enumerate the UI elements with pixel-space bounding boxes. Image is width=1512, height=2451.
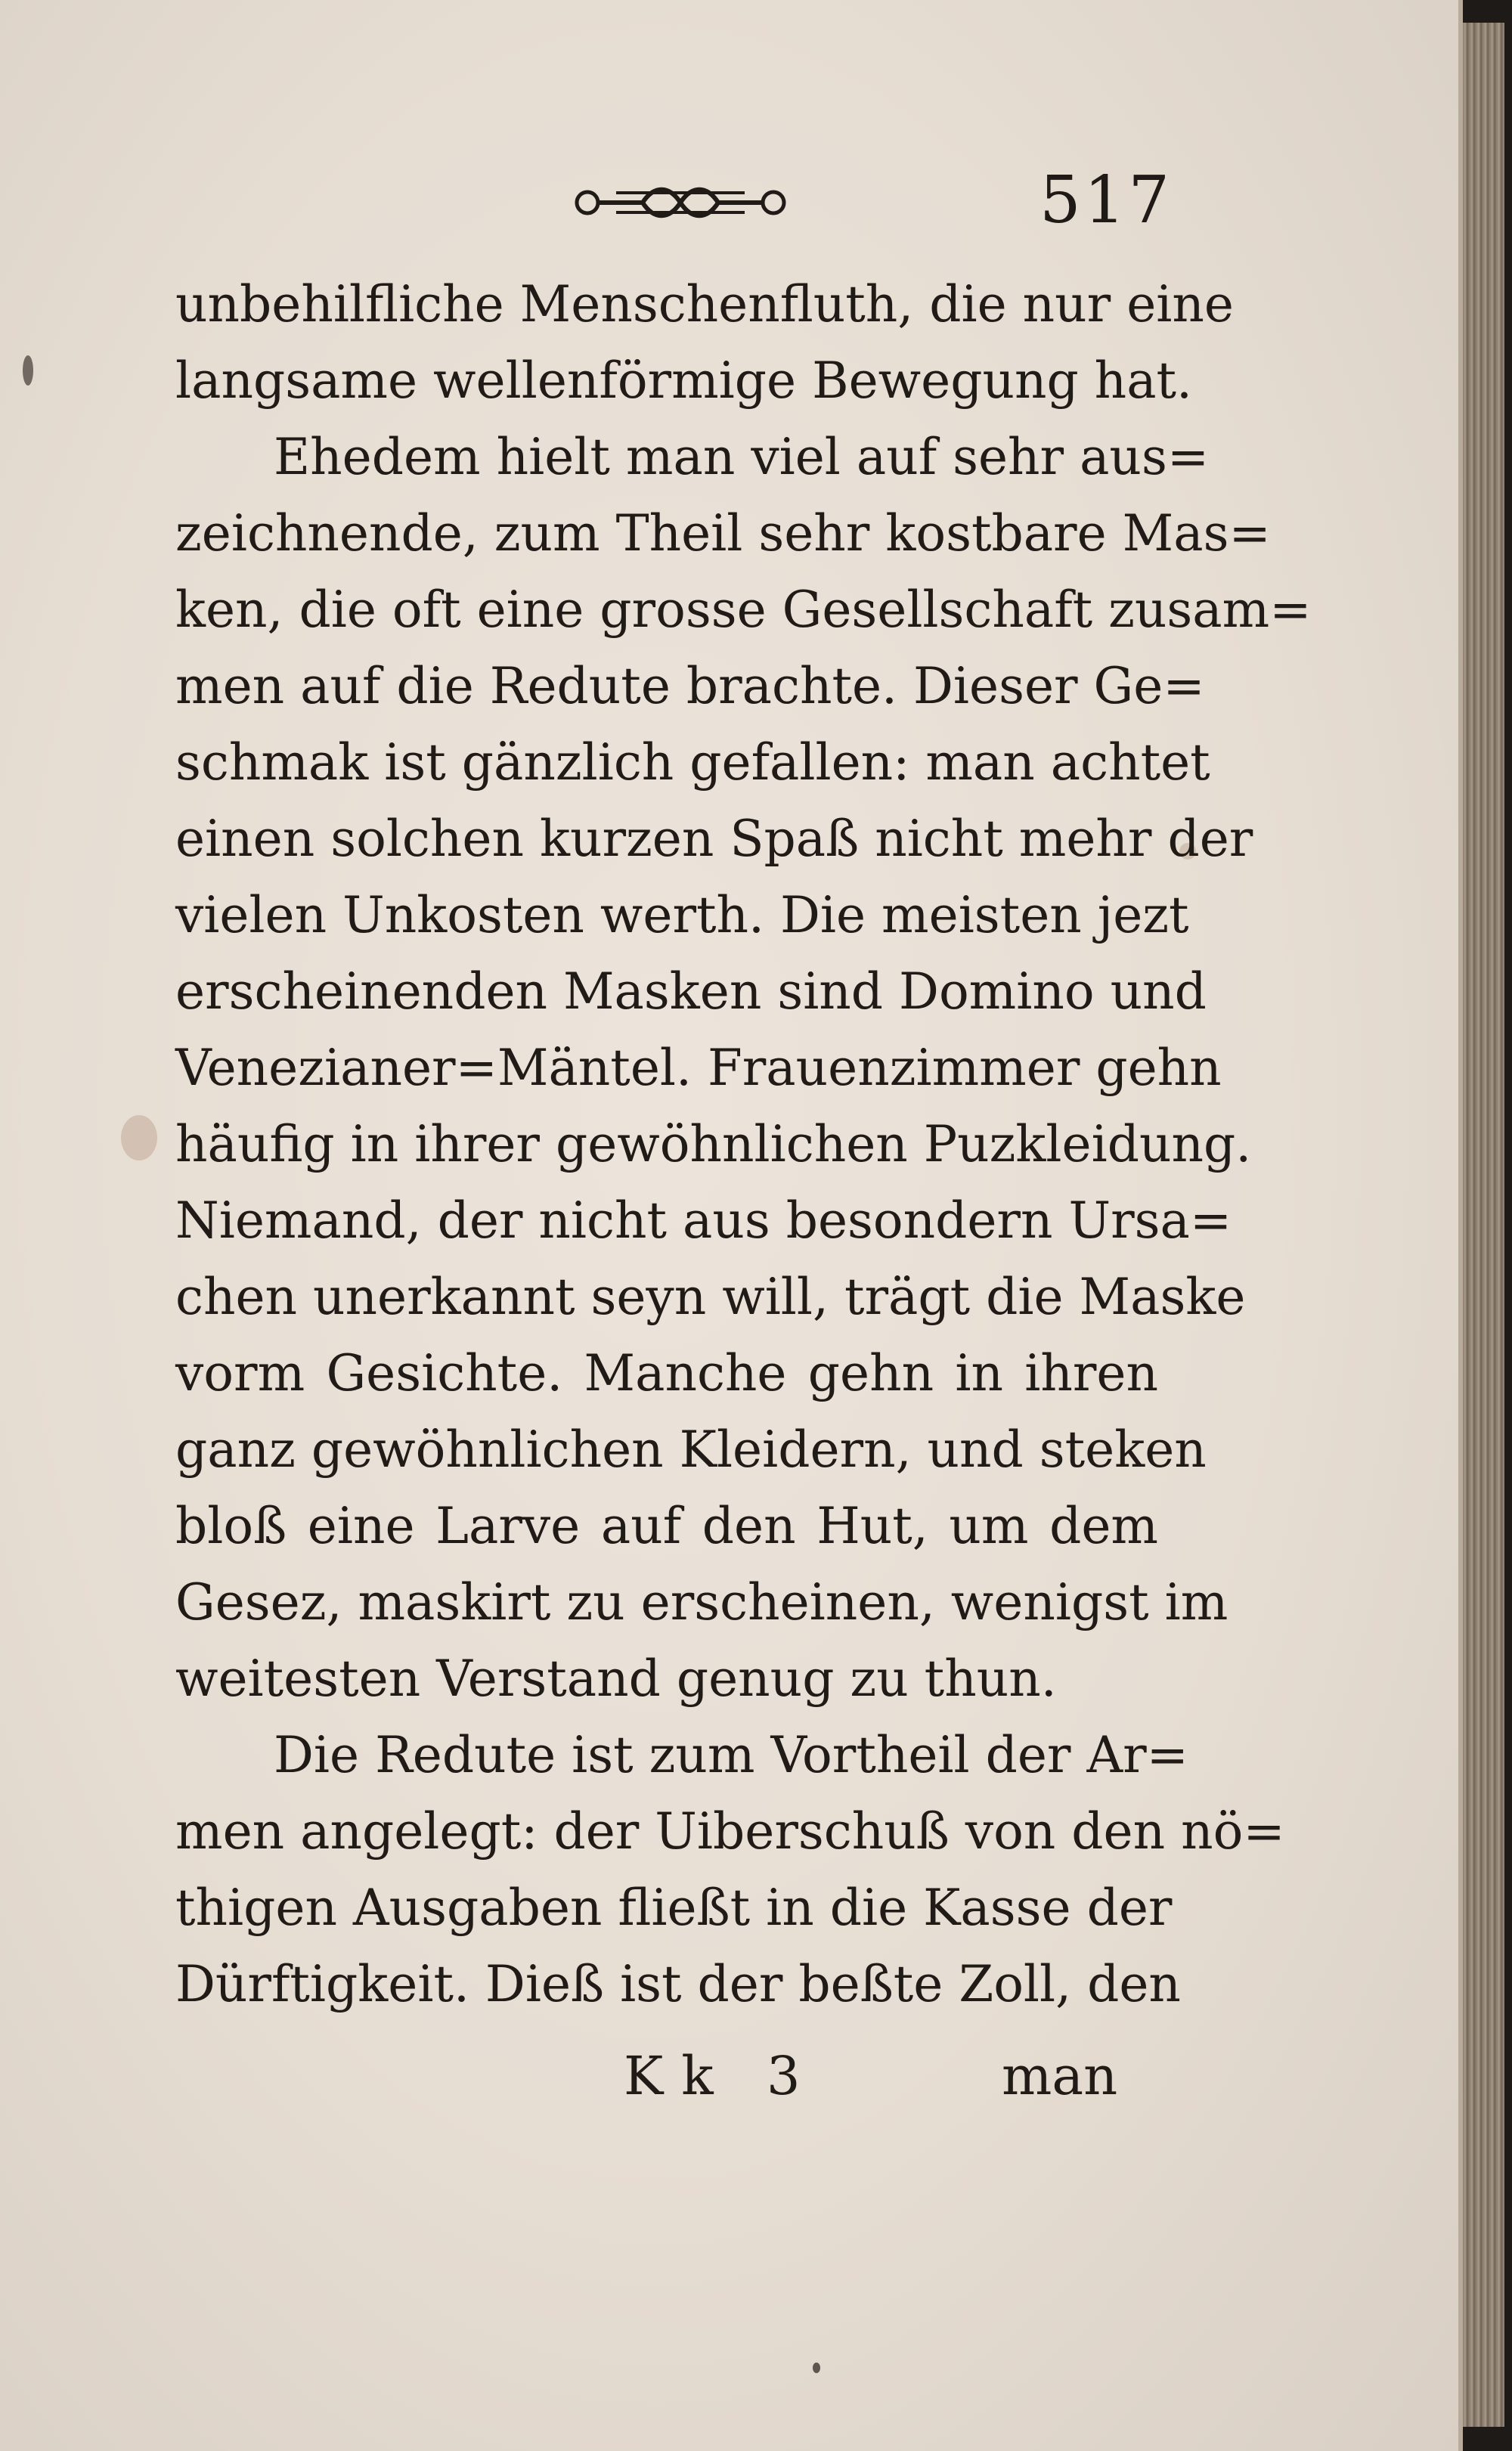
body-text — [175, 266, 1312, 2022]
text-line: schmak ist gänzlich gefallen: man achtet — [175, 733, 1210, 792]
text-line: weitesten Verstand genug zu thun. — [175, 1650, 1057, 1708]
page-edges — [1463, 23, 1504, 2427]
text-line: thigen Ausgaben fließt in die Kasse der — [175, 1879, 1173, 1937]
text-line: zeichnende, zum Theil sehr kostbare Mas= — [175, 504, 1271, 562]
page-number: 517 — [1040, 163, 1173, 238]
text-line: Gesez, maskirt zu erscheinen, wenigst im — [175, 1573, 1228, 1631]
text-line: men auf die Redute brachte. Dieser Ge= — [175, 657, 1205, 715]
paper-mark — [23, 355, 33, 386]
text-line: men angelegt: der Uiberschuß von den nö= — [175, 1802, 1285, 1861]
text-line: häufig in ihrer gewöhnlichen Puzkleidung. — [175, 1115, 1252, 1173]
text-line: vorm Gesichte. Manche gehn in ihren — [175, 1344, 1158, 1402]
text-line: ganz gewöhnlichen Kleidern, und steken — [175, 1421, 1207, 1479]
paper-mark — [813, 2363, 820, 2373]
header-ornament — [571, 184, 790, 222]
text-line: Die Redute ist zum Vortheil der Ar= — [274, 1726, 1188, 1784]
text-line: vielen Unkosten werth. Die meisten jezt — [175, 886, 1189, 944]
text-line: ken, die oft eine grosse Gesellschaft zusam= — [175, 581, 1312, 639]
text-line: Dürftigkeit. Dieß ist der beßte Zoll, den — [175, 1955, 1181, 2013]
text-line: einen solchen kurzen Spaß nicht mehr der — [175, 810, 1253, 868]
text-line: langsame wellenförmige Bewegung hat. — [175, 352, 1193, 410]
text-line: bloß eine Larve auf den Hut, um dem — [175, 1497, 1158, 1555]
text-line: Venezianer=Mäntel. Frauenzimmer gehn — [175, 1039, 1222, 1097]
page-header — [0, 163, 1463, 253]
page-footer — [0, 2045, 1463, 2136]
text-line: unbehilfliche Menschenfluth, die nur eine — [175, 275, 1234, 333]
signature-mark: Kk 3 — [624, 2045, 819, 2107]
text-line: chen unerkannt seyn will, trägt die Maske — [175, 1268, 1246, 1326]
paper-stain — [121, 1115, 157, 1160]
text-line: Niemand, der nicht aus besondern Ursa= — [175, 1191, 1232, 1250]
text-line: erscheinenden Masken sind Domino und — [175, 962, 1207, 1021]
text-line: Ehedem hielt man viel auf sehr aus= — [274, 428, 1210, 486]
catchword: man — [1002, 2045, 1118, 2107]
